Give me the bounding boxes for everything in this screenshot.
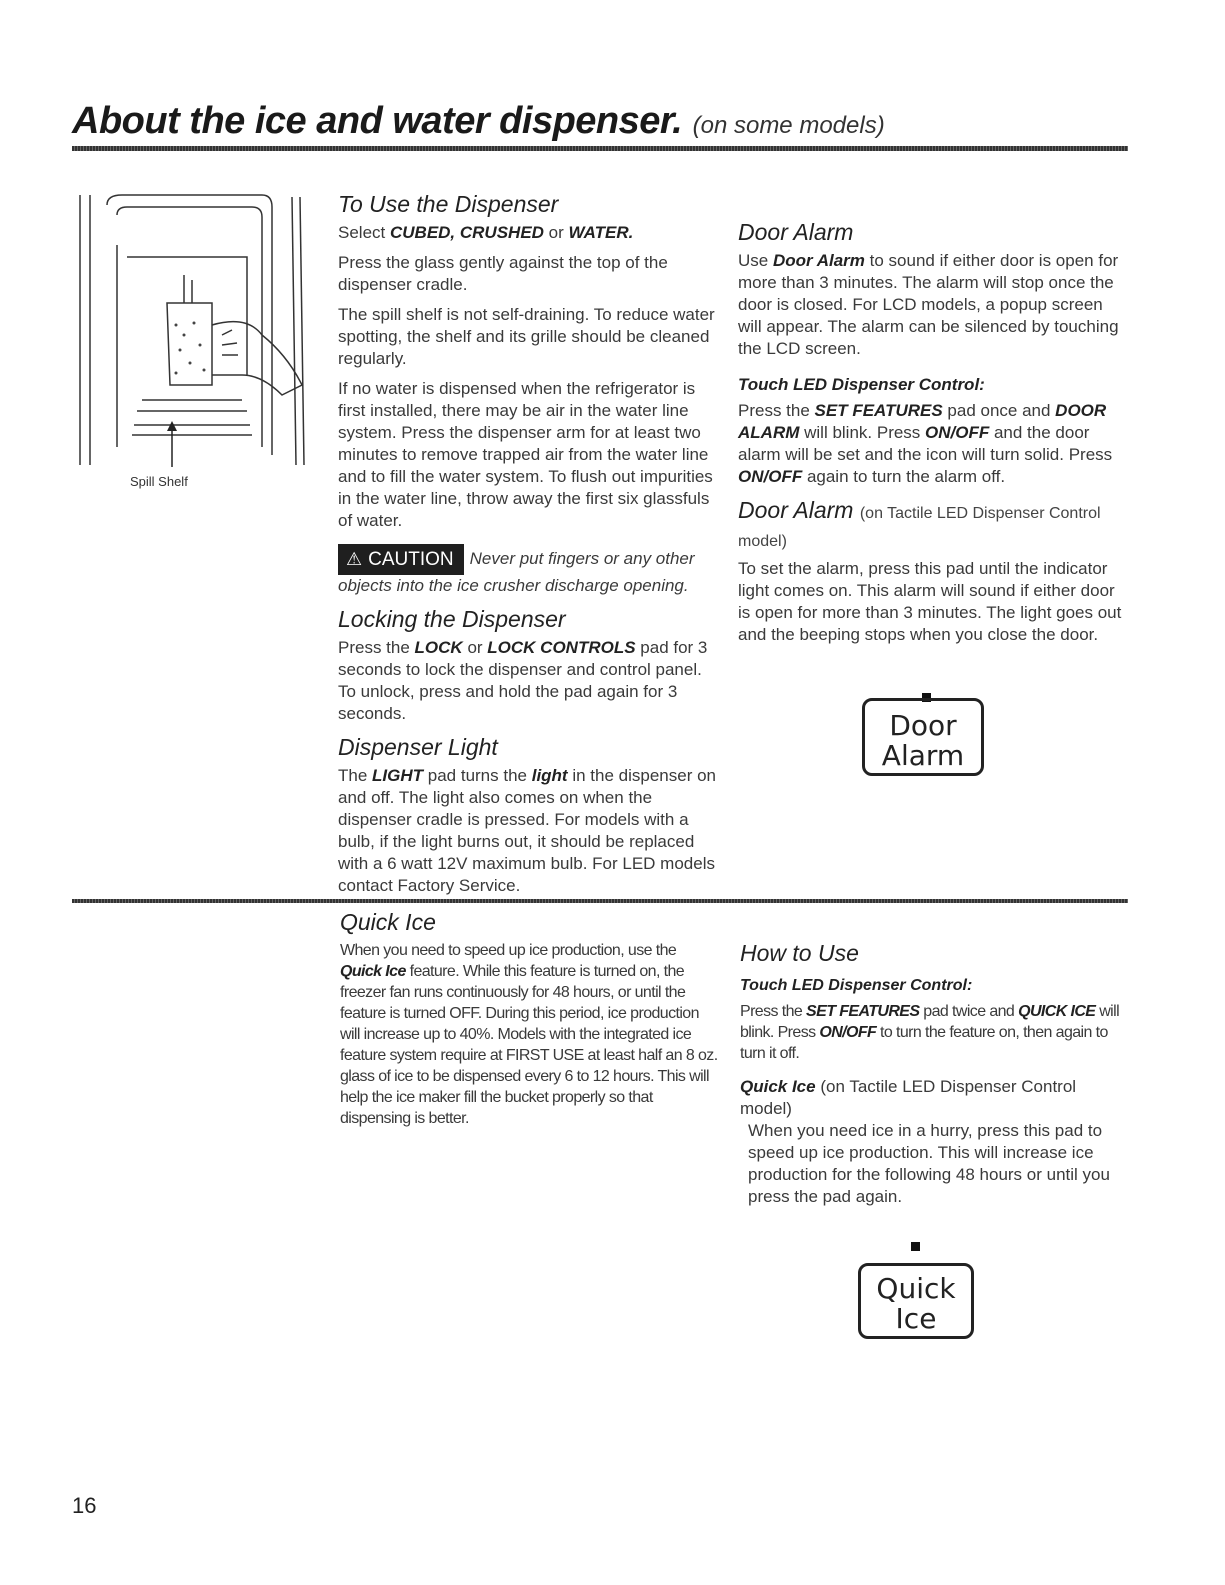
warning-icon: ⚠ [346,549,363,569]
door-alarm-tactile-heading: Door Alarm (on Tactile LED Dispenser Control model) [738,497,1101,550]
door-alarm-heading: Door Alarm [738,219,854,245]
how-to-use-touch-text: Press the SET FEATURES pad twice and QUICK ICE will blink. Press ON/OFF to turn the feature on, then again to turn it off. [740,1003,1120,1062]
caution-note: ⚠ CAUTION Never put fingers or any other objects into the ice crusher discharge opening. [338,544,718,597]
locking-heading: Locking the Dispenser [338,606,566,632]
door-alarm-button-line1: Door [889,709,957,742]
quick-ice-tactile-line: Quick Ice (on Tactile LED Dispenser Control model) [740,1077,1077,1118]
page-title [72,100,885,143]
quick-ice-text: When you need to speed up ice production, use the Quick Ice feature. While this feature is turned on, the freezer fan runs continuously for 48 hours, or until the feature is turned OFF. During this period, ice production will increase up to 40%. Models with the integrated ice feature system require at FIRST USE at least half an 8 oz. glass of ice to be dispensed every 6 to 12 hours. This will help the ice maker fill the bucket properly so that dispensing is better. [340,942,718,1127]
dispenser-drawing [72,185,312,505]
section-divider [72,899,1128,903]
use-dispenser-p3: If no water is dispensed when the refrigerator is first installed, there may be air in the water line system. Press the dispenser arm for at least two minutes to remove trapped air from the water line and to fill the water system. To flush out impurities in the water line, throw away the first six glassfuls of water. [338,379,713,530]
how-to-use-touch-heading: Touch LED Dispenser Control: [740,977,973,994]
door-alarm-touch-heading: Touch LED Dispenser Control: [738,375,985,394]
how-to-use-heading: How to Use [740,940,859,966]
door-alarm-button-line2: Alarm [881,739,965,772]
quick-ice-button[interactable] [858,1263,974,1339]
how-to-use-section [740,939,1126,1216]
quick-ice-button-line1: Quick [876,1272,956,1305]
door-alarm-touch-text: Press the SET FEATURES pad once and DOOR ALARM will blink. Press ON/OFF and the door alarm will be set and the icon will turn solid. Press ON/OFF again to turn the alarm off. [738,401,1113,486]
use-dispenser-p1: Press the glass gently against the top of the dispenser cradle. [338,253,668,294]
quick-ice-heading: Quick Ice [340,909,436,935]
quick-ice-indicator [911,1242,920,1251]
door-alarm-button[interactable] [862,698,984,776]
spill-shelf-label: Spill Shelf [130,474,188,489]
door-alarm-tactile-text: To set the alarm, press this pad until the indicator light comes on. This alarm will sound if either door is open for more than 3 minutes. The light goes out and the beeping stops when you close the door. [738,559,1122,644]
right-column [738,218,1124,654]
title-rule [72,146,1128,151]
middle-column [338,190,718,905]
caution-badge: ⚠ CAUTION [338,544,464,575]
use-dispenser-p2: The spill shelf is not self-draining. To reduce water spotting, the shelf and its grille should be cleaned regularly. [338,305,715,368]
dispenser-illustration [72,185,312,505]
use-dispenser-heading: To Use the Dispenser [338,191,559,217]
title-main: About the ice and water dispenser. [72,100,683,142]
title-subtitle: (on some models) [692,112,885,139]
quick-ice-section [340,908,720,1137]
door-alarm-text: Use Door Alarm to sound if either door is open for more than 3 minutes. The alarm will stop once the door is closed. For LCD models, a popup screen will appear. The alarm can be silenced by touching the LCD screen. [738,251,1119,358]
quick-ice-button-line2: Ice [895,1302,937,1335]
page-number: 16 [72,1493,97,1518]
light-text: The LIGHT pad turns the light in the dispenser on and off. The light also comes on when the dispenser cradle is pressed. For models with a bulb, if the light burns out, it should be replaced with a 6 watt 12V maximum bulb. For LED models contact Factory Service. [338,766,716,895]
locking-text: Press the LOCK or LOCK CONTROLS pad for 3 seconds to lock the dispenser and control panel. To unlock, press and hold the pad again for 3 seconds. [338,638,708,723]
quick-ice-tactile-text: When you need ice in a hurry, press this pad to speed up ice production. This will increase ice production for the following 48 hours or until you press the pad again. [748,1121,1110,1206]
select-line: Select CUBED, CRUSHED or WATER. [338,223,634,242]
light-heading: Dispenser Light [338,734,498,760]
